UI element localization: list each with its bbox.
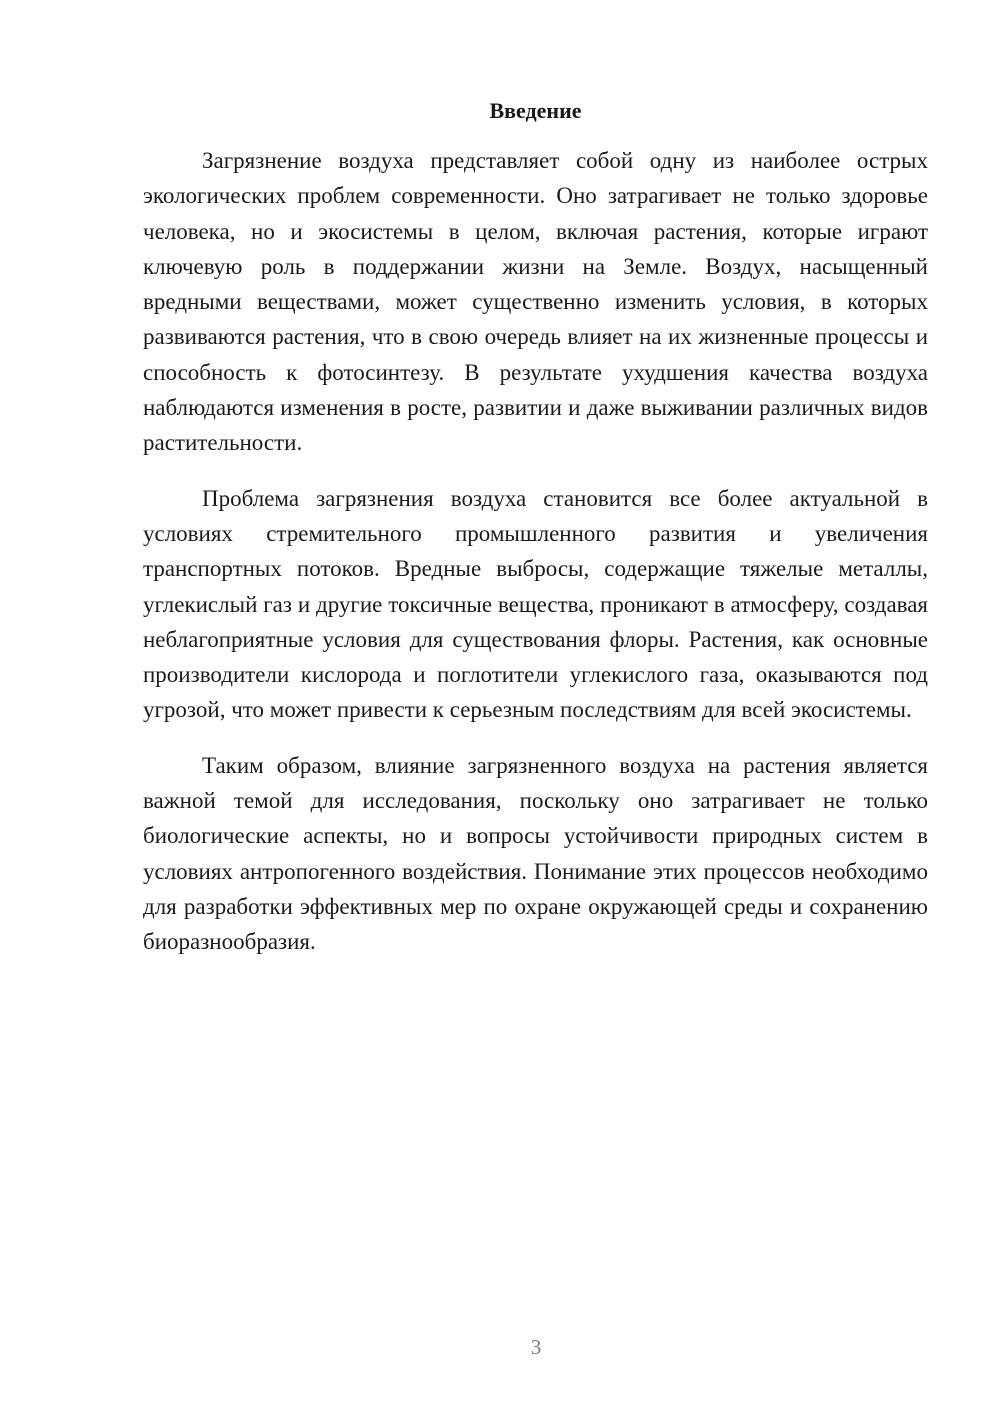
paragraph-2: Проблема загрязнения воздуха становится все более актуальной в условиях стремительного промышленного развития и увеличения транспортных потоков. Вредные выбросы, содержащие тяжелые металлы, углекислый газ и другие токсичные вещества, проникают в атмосферу, создавая неблагоприятные условия для существования флоры. Растения, как основные производители кислорода и поглотители углекислого газа, оказываются под угрозой, что может привести к серьезным последствиям для всей экосистемы.: [143, 485, 928, 723]
paragraph-3: Таким образом, влияние загрязненного воздуха на растения является важной темой для исследования, поскольку оно затрагивает не только биологические аспекты, но и вопросы устойчивости природных систем в условиях антропогенного воздействия. Понимание этих процессов необходимо для разработки эффективных мер по охране окружающей среды и сохранению биоразнообразия.: [143, 752, 928, 955]
page-number: 3: [530, 1335, 542, 1359]
body-text: [143, 143, 928, 980]
paragraph-1: Загрязнение воздуха представляет собой одну из наиболее острых экологических проблем современности. Оно затрагивает не только здоровье человека, но и экосистемы в целом, включая растения, которые играют ключевую роль в поддержании жизни на Земле. Воздух, насыщенный вредными веществами, может существенно изменить условия, в которых развиваются растения, что в свою очередь влияет на их жизненные процессы и способность к фотосинтезу. В результате ухудшения качества воздуха наблюдаются изменения в росте, развитии и даже выживании различных видов растительности.: [143, 148, 928, 456]
section-heading: Введение: [489, 98, 582, 123]
